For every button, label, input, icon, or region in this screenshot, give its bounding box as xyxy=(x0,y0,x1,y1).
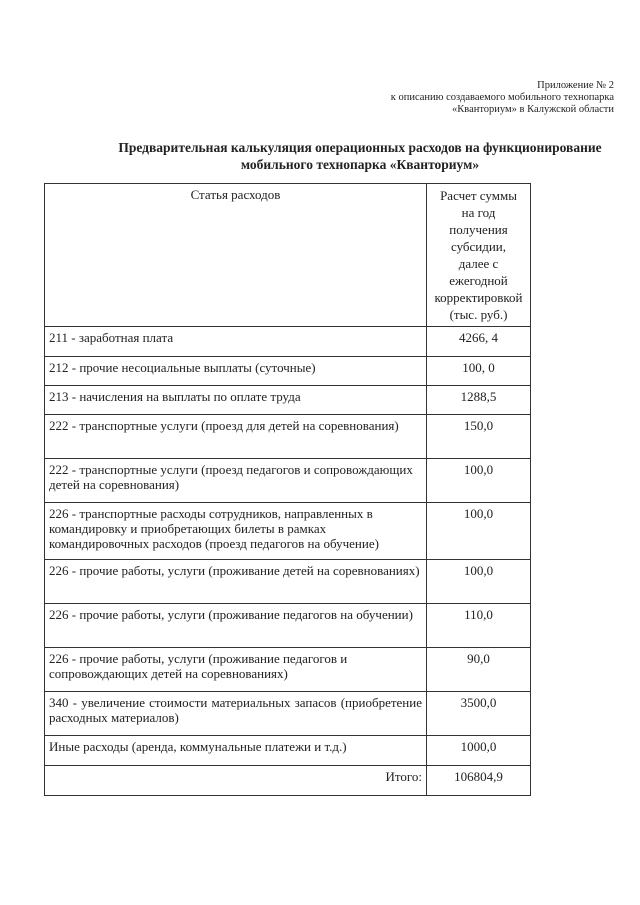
expense-item: 211 - заработная плата xyxy=(45,327,427,357)
appendix-line-3: «Кванториум» в Калужской области xyxy=(452,104,614,115)
expense-item: Иные расходы (аренда, коммунальные платежи и т.д.) xyxy=(45,736,427,766)
expense-item: 340 - увеличение стоимости материальных запасов (приобретение расходных материалов) xyxy=(45,692,427,736)
expense-item: 226 - транспортные расходы сотрудников, направленных в командировку и приобретающих билеты в рамках командировочных расходов (проезд педагогов на обучение) xyxy=(45,503,427,560)
title-line-2: мобильного технопарка «Кванториум» xyxy=(240,157,480,172)
table-row xyxy=(45,692,531,736)
table-row xyxy=(45,327,531,357)
document-title xyxy=(100,139,620,173)
table-row xyxy=(45,503,531,560)
expense-value: 4266, 4 xyxy=(427,327,531,357)
expense-item: 222 - транспортные услуги (проезд педагогов и сопровождающих детей на соревнования) xyxy=(45,459,427,503)
table-row xyxy=(45,386,531,415)
table-row xyxy=(45,560,531,604)
expense-value: 100,0 xyxy=(427,503,531,560)
table-row xyxy=(45,459,531,503)
expense-value: 1288,5 xyxy=(427,386,531,415)
total-row xyxy=(45,766,531,796)
expense-item: 212 - прочие несоциальные выплаты (суточные) xyxy=(45,357,427,386)
expense-value: 100, 0 xyxy=(427,357,531,386)
expense-value: 3500,0 xyxy=(427,692,531,736)
table-row xyxy=(45,604,531,648)
expense-item: 213 - начисления на выплаты по оплате труда xyxy=(45,386,427,415)
expense-item: 226 - прочие работы, услуги (проживание педагогов и сопровождающих детей на соревнованиях) xyxy=(45,648,427,692)
appendix-header xyxy=(314,80,614,116)
expense-item: 222 - транспортные услуги (проезд для детей на соревнования) xyxy=(45,415,427,459)
expense-value: 100,0 xyxy=(427,560,531,604)
expense-value: 1000,0 xyxy=(427,736,531,766)
expense-item: 226 - прочие работы, услуги (проживание педагогов на обучении) xyxy=(45,604,427,648)
title-line-1: Предварительная калькуляция операционных расходов на функционирование xyxy=(118,140,602,155)
expense-value: 150,0 xyxy=(427,415,531,459)
table-row xyxy=(45,648,531,692)
total-value: 106804,9 xyxy=(427,766,531,796)
expense-item: 226 - прочие работы, услуги (проживание детей на соревнованиях) xyxy=(45,560,427,604)
table-row xyxy=(45,736,531,766)
total-label: Итого: xyxy=(45,766,427,796)
expense-value: 90,0 xyxy=(427,648,531,692)
column-header-amount: Расчет суммы на год получения субсидии, далее с ежегодной корректировкой (тыс. руб.) xyxy=(427,184,531,327)
table-row xyxy=(45,357,531,386)
expense-table xyxy=(44,183,531,796)
column-header-expense-item: Статья расходов xyxy=(45,184,427,327)
appendix-line-1: Приложение № 2 xyxy=(537,80,614,91)
expense-value: 100,0 xyxy=(427,459,531,503)
table-header-row xyxy=(45,184,531,327)
appendix-line-2: к описанию создаваемого мобильного технопарка xyxy=(390,92,614,103)
expense-value: 110,0 xyxy=(427,604,531,648)
table-row xyxy=(45,415,531,459)
